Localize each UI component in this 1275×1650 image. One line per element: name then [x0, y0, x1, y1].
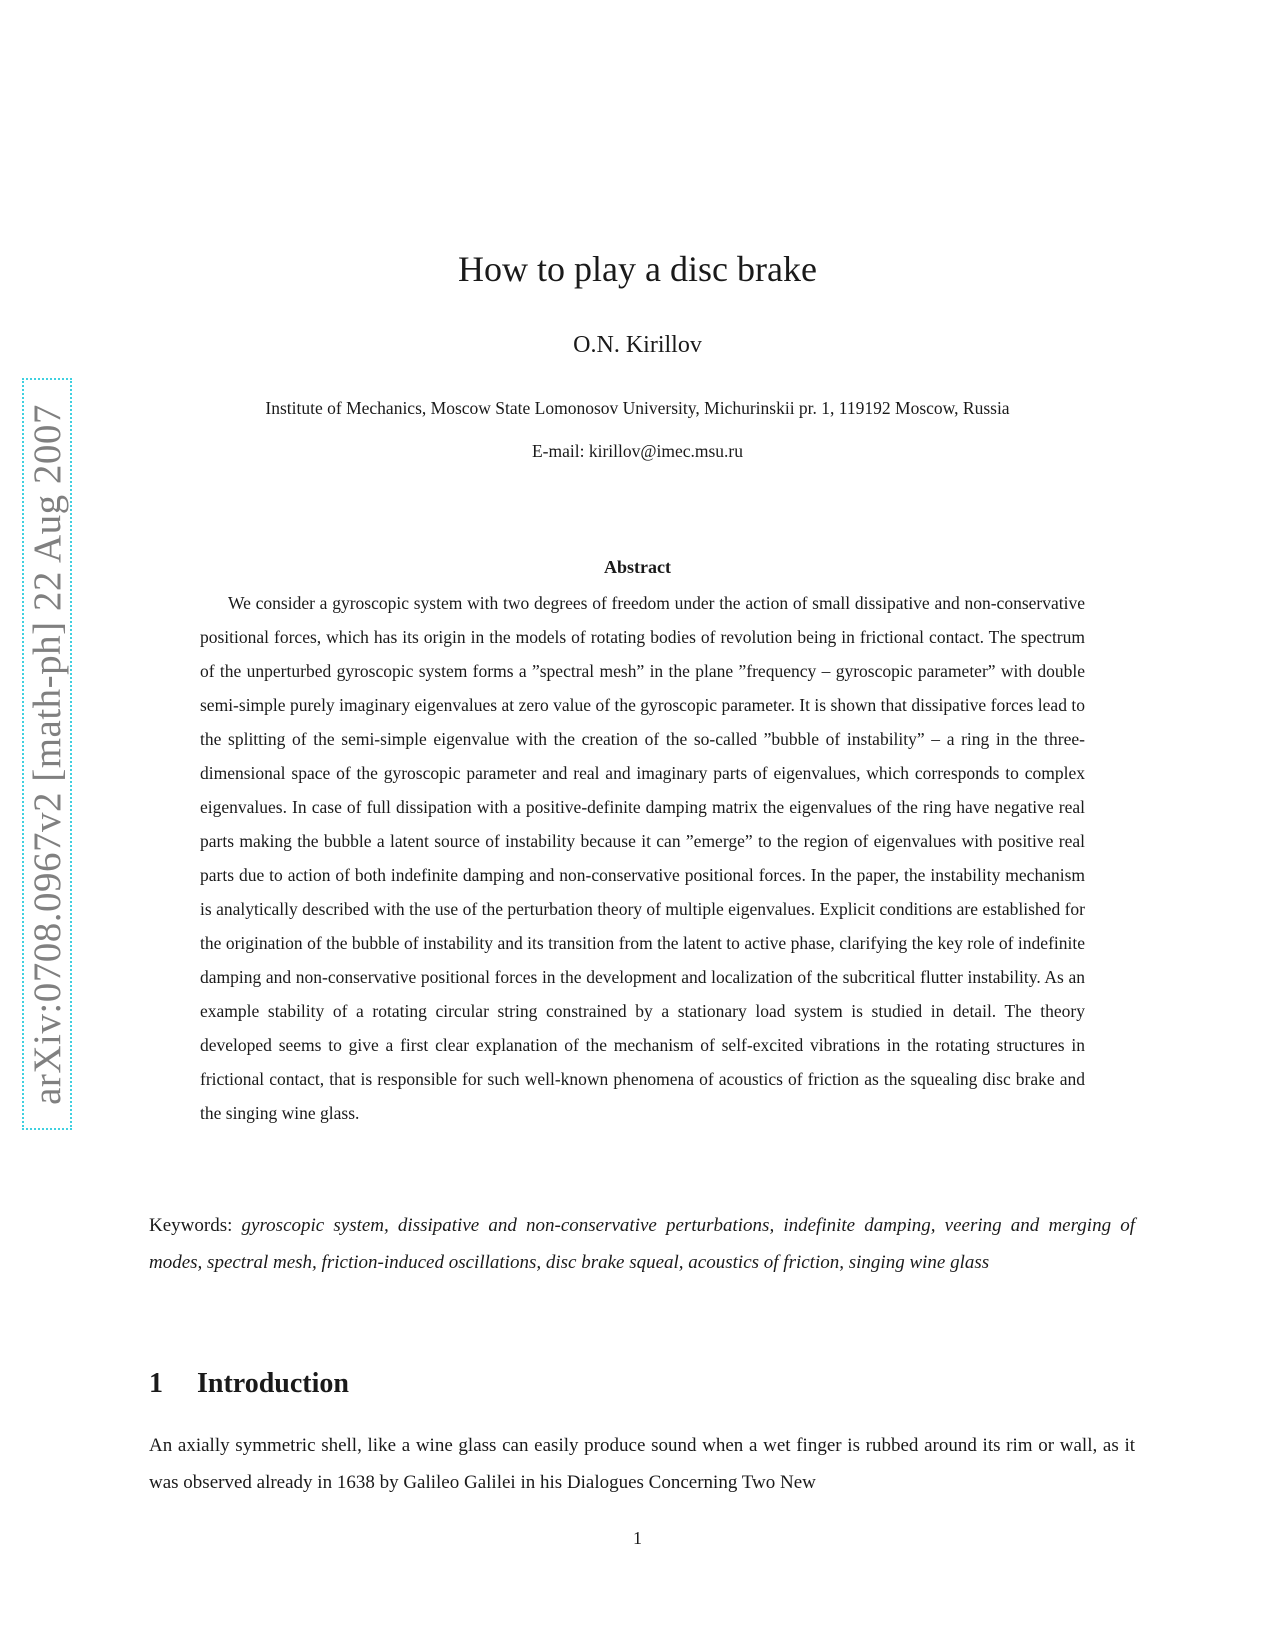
- page-number: 1: [633, 1528, 642, 1548]
- section-number: 1: [149, 1368, 163, 1399]
- arxiv-identifier-stamp[interactable]: [22, 378, 72, 1130]
- abstract-heading: Abstract: [604, 557, 671, 577]
- section-heading: [149, 1368, 349, 1400]
- keywords-paragraph: [149, 1207, 1135, 1281]
- abstract-text: We consider a gyroscopic system with two degrees of freedom under the action of small dissipative and non-conservative positional forces, which has its origin in the models of rotating bodies of revolution being in frictional contact. The spectrum of the unperturbed gyroscopic system forms a ”spectral mesh” in the plane ”frequency – gyroscopic parameter” with double semi-simple purely imaginary eigenvalues at zero value of the gyroscopic parameter. It is shown that dissipative forces lead to the splitting of the semi-simple eigenvalue with the creation of the so-called ”bubble of instability” – a ring in the three-dimensional space of the gyroscopic parameter and real and imaginary parts of eigenvalues, which corresponds to complex eigenvalues. In case of full dissipation with a positive-definite damping matrix the eigenvalues of the ring have negative real parts making the bubble a latent source of instability because it can ”emerge” to the region of eigenvalues with positive real parts due to action of both indefinite damping and non-conservative positional forces. In the paper, the instability mechanism is analytically described with the use of the perturbation theory of multiple eigenvalues. Explicit conditions are established for the origination of the bubble of instability and its transition from the latent to active phase, clarifying the key role of indefinite damping and non-conservative positional forces in the development and localization of the subcritical flutter instability. As an example stability of a rotating circular string constrained by a stationary load system is studied in detail. The theory developed seems to give a first clear explanation of the mechanism of self-excited vibrations in the rotating structures in frictional contact, that is responsible for such well-known phenomena of acoustics of friction as the squealing disc brake and the singing wine glass.: [200, 593, 1085, 1123]
- section-title: Introduction: [197, 1368, 349, 1399]
- introduction-text: An axially symmetric shell, like a wine glass can easily produce sound when a wet finger is rubbed around its rim or wall, as it was observed already in 1638 by Galileo Galilei in his Dialogues Concerning Two New: [149, 1435, 1135, 1493]
- keywords-list: gyroscopic system, dissipative and non-conservative perturbations, indefinite damping, veering and merging of modes, spectral mesh, friction-induced oscillations, disc brake squeal, acoustics of friction, singing wine glass: [149, 1215, 1135, 1273]
- author-name: O.N. Kirillov: [573, 332, 702, 358]
- keywords-label: Keywords:: [149, 1215, 233, 1236]
- author-email: E-mail: kirillov@imec.msu.ru: [531, 441, 743, 461]
- paper-title: How to play a disc brake: [458, 249, 817, 289]
- author-affiliation: Institute of Mechanics, Moscow State Lomonosov University, Michurinskii pr. 1, 119192 Moscow, Russia: [265, 398, 1010, 418]
- arxiv-identifier-text: arXiv:0708.0967v2 [math-ph] 22 Aug 2007: [25, 403, 69, 1105]
